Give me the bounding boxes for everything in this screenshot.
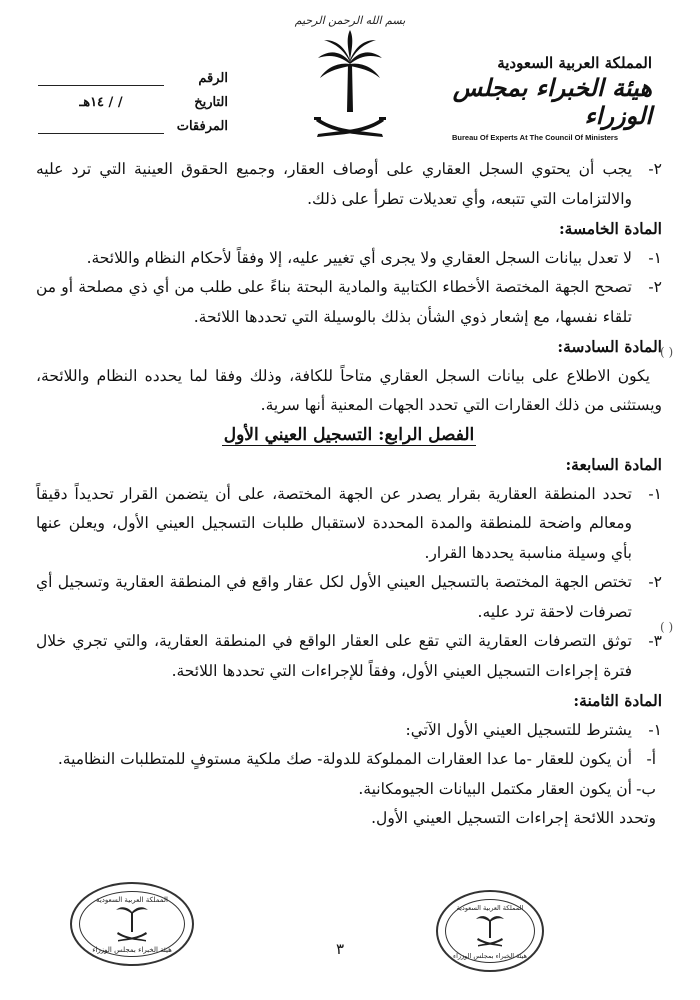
article-heading: المادة الخامسة: xyxy=(558,219,662,238)
list-item: ١- يشترط للتسجيل العيني الأول الآتي: xyxy=(405,720,662,739)
margin-mark: ( ) xyxy=(660,620,674,634)
seal-emblem-icon xyxy=(438,892,542,970)
article-heading: المادة الثامنة: xyxy=(573,691,662,710)
article-heading: المادة السابعة: xyxy=(565,455,662,474)
organization-block xyxy=(452,54,652,142)
svg-text:المملكة العربية السعودية: المملكة العربية السعودية xyxy=(96,896,168,904)
closing-line: وتحدد اللائحة إجراءات التسجيل العيني الأول. xyxy=(371,809,656,827)
official-seal-right xyxy=(436,890,544,972)
date-label: التاريخ xyxy=(194,95,228,110)
list-item: ٢- تصحح الجهة المختصة الأخطاء الكتابية والمادية البحتة بناءً على طلب من أي ذي مصلحة أو من تلقاء نفسها، مع إشعار ذوي الشأن بذلك بالوسيلة التي تحددها اللائحة. xyxy=(36,278,662,326)
svg-text:المملكة العربية السعودية: المملكة العربية السعودية xyxy=(456,904,524,912)
official-seal-left xyxy=(70,882,194,966)
article-paragraph: يكون الاطلاع على بيانات السجل العقاري متاحاً للكافة، وذلك وفقا لما يحدده النظام واللائحة، ويستثنى من ذلك العقارات التي تحدد الجهات المعنية أنها سرية. xyxy=(36,366,662,414)
reference-block xyxy=(38,62,228,134)
margin-mark: ( ) xyxy=(660,345,674,359)
list-item: ١- لا تعدل بيانات السجل العقاري ولا يجرى أي تغيير عليه، إلا وفقاً لأحكام النظام واللائحة. xyxy=(86,248,662,267)
letterhead xyxy=(0,0,700,155)
article-heading: المادة السادسة: xyxy=(557,337,662,356)
page-number: ٣ xyxy=(336,940,345,958)
list-item: ١- تحدد المنطقة العقارية بقرار يصدر عن الجهة المختصة، على أن يتضمن القرار تحديداً دقيقاً ومعالم واضحة للمنطقة والمدة المحددة لاستقبال طلبات التسجيل العيني الأول، ويعلن عنها بأي وسيلة مناسبة يحددها القرار. xyxy=(36,484,662,562)
sub-item: ب- أن يكون العقار مكتمل البيانات الجيومكانية. xyxy=(358,779,656,798)
attachments-label: المرفقات xyxy=(176,119,228,134)
list-item: ٢- يجب أن يحتوي السجل العقاري على أوصاف العقار، وجميع الحقوق العينية التي ترد عليه والالتزامات التي تتبعه، وأي تعديلات تطرأ على ذلك. xyxy=(36,160,662,208)
number-row xyxy=(38,62,228,86)
document-body xyxy=(36,155,662,834)
sub-item: أ- أن يكون للعقار -ما عدا العقارات المملوكة للدولة- صك ملكية مستوفٍ للمتطلبات النظامية. xyxy=(57,750,656,768)
basmala: بسم الله الرحمن الرحيم xyxy=(294,14,406,27)
seal-emblem-icon xyxy=(72,884,192,964)
list-item: ٣- توثق التصرفات العقارية التي تقع على العقار الواقع في المنطقة العقارية، والتي تجري خلال فترة إجراءات التسجيل العيني الأول، وفقاً للإجراءات التي تحددها اللائحة. xyxy=(36,632,662,680)
attachments-line xyxy=(38,119,164,134)
date-row xyxy=(38,86,228,110)
number-label: الرقم xyxy=(198,71,228,86)
list-item: ٢- تختص الجهة المختصة بالتسجيل العيني الأول لكل عقار واقع في المنطقة العقارية وتسجيل أي تصرفات لاحقة ترد عليه. xyxy=(36,573,662,621)
date-value: / / ١٤هـ xyxy=(79,95,123,110)
bureau-name: هيئة الخبراء بمجلس الوزراء xyxy=(452,73,652,130)
number-line xyxy=(38,71,164,86)
bureau-name-english: Bureau Of Experts At The Council Of Ministers xyxy=(452,133,618,142)
svg-text:هيئة الخبراء بمجلس الوزراء: هيئة الخبراء بمجلس الوزراء xyxy=(453,952,527,960)
attachments-row xyxy=(38,110,228,134)
svg-text:هيئة الخبراء بمجلس الوزراء: هيئة الخبراء بمجلس الوزراء xyxy=(92,946,172,954)
chapter-title: الفصل الرابع: التسجيل العيني الأول xyxy=(223,424,475,445)
kingdom-name: المملكة العربية السعودية xyxy=(497,54,652,72)
palm-swords-emblem-icon xyxy=(310,22,390,147)
